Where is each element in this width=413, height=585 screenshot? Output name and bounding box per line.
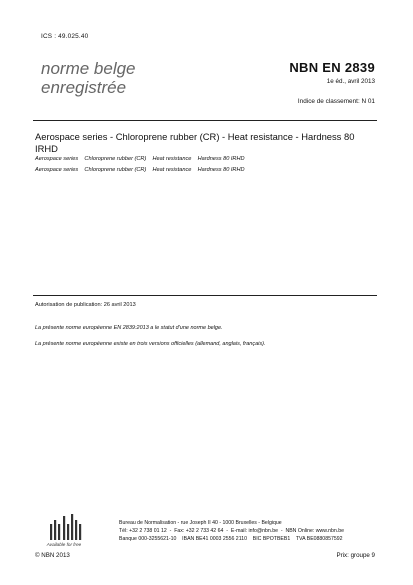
address-line-3: Banque 000-3255621-10 IBAN BE41 0003 2556 2110 BIC BPOTBEB1 TVA BE0880857592 xyxy=(119,536,343,542)
versions-note: La présente norme européenne existe en trois versions officielles (allemand, anglais, français). xyxy=(35,341,266,347)
publication-authorization: Autorisation de publication: 26 avril 2013 xyxy=(35,302,136,308)
title-translation-1: Aerospace series Chloroprene rubber (CR) Heat resistance Hardness 80 IRHD xyxy=(35,156,245,162)
address-line-1: Bureau de Normalisation - rue Joseph II 40 - 1000 Bruxelles - Belgique xyxy=(119,520,282,526)
divider-top xyxy=(33,120,377,121)
norme-line-2: enregistrée xyxy=(41,78,127,97)
title-translation-2: Aerospace series Chloroprene rubber (CR) Heat resistance Hardness 80 IRHD xyxy=(35,167,245,173)
norme-belge-label xyxy=(41,59,136,97)
copyright: © NBN 2013 xyxy=(35,552,70,559)
logo-caption: Available for free xyxy=(46,542,82,547)
status-note: La présente norme européenne EN 2839:2013 a le statut d'une norme belge. xyxy=(35,325,223,331)
edition-date: 1e éd., avril 2013 xyxy=(326,78,375,85)
classification-index: Indice de classement: N 01 xyxy=(297,98,375,105)
address-line-2: Tél: +32 2 738 01 12 - Fax: +32 2 733 42 64 - E-mail: info@nbn.be - NBN Online: www.nbn.be xyxy=(119,528,344,534)
document-title: Aerospace series - Chloroprene rubber (CR) - Heat resistance - Hardness 80 IRHD xyxy=(35,131,355,154)
standard-number: NBN EN 2839 xyxy=(289,60,375,75)
price-group: Prix: groupe 9 xyxy=(336,552,375,559)
divider-middle xyxy=(33,295,377,296)
norme-line-1: norme belge xyxy=(41,59,136,78)
ics-code: ICS : 49.025.40 xyxy=(41,33,89,40)
